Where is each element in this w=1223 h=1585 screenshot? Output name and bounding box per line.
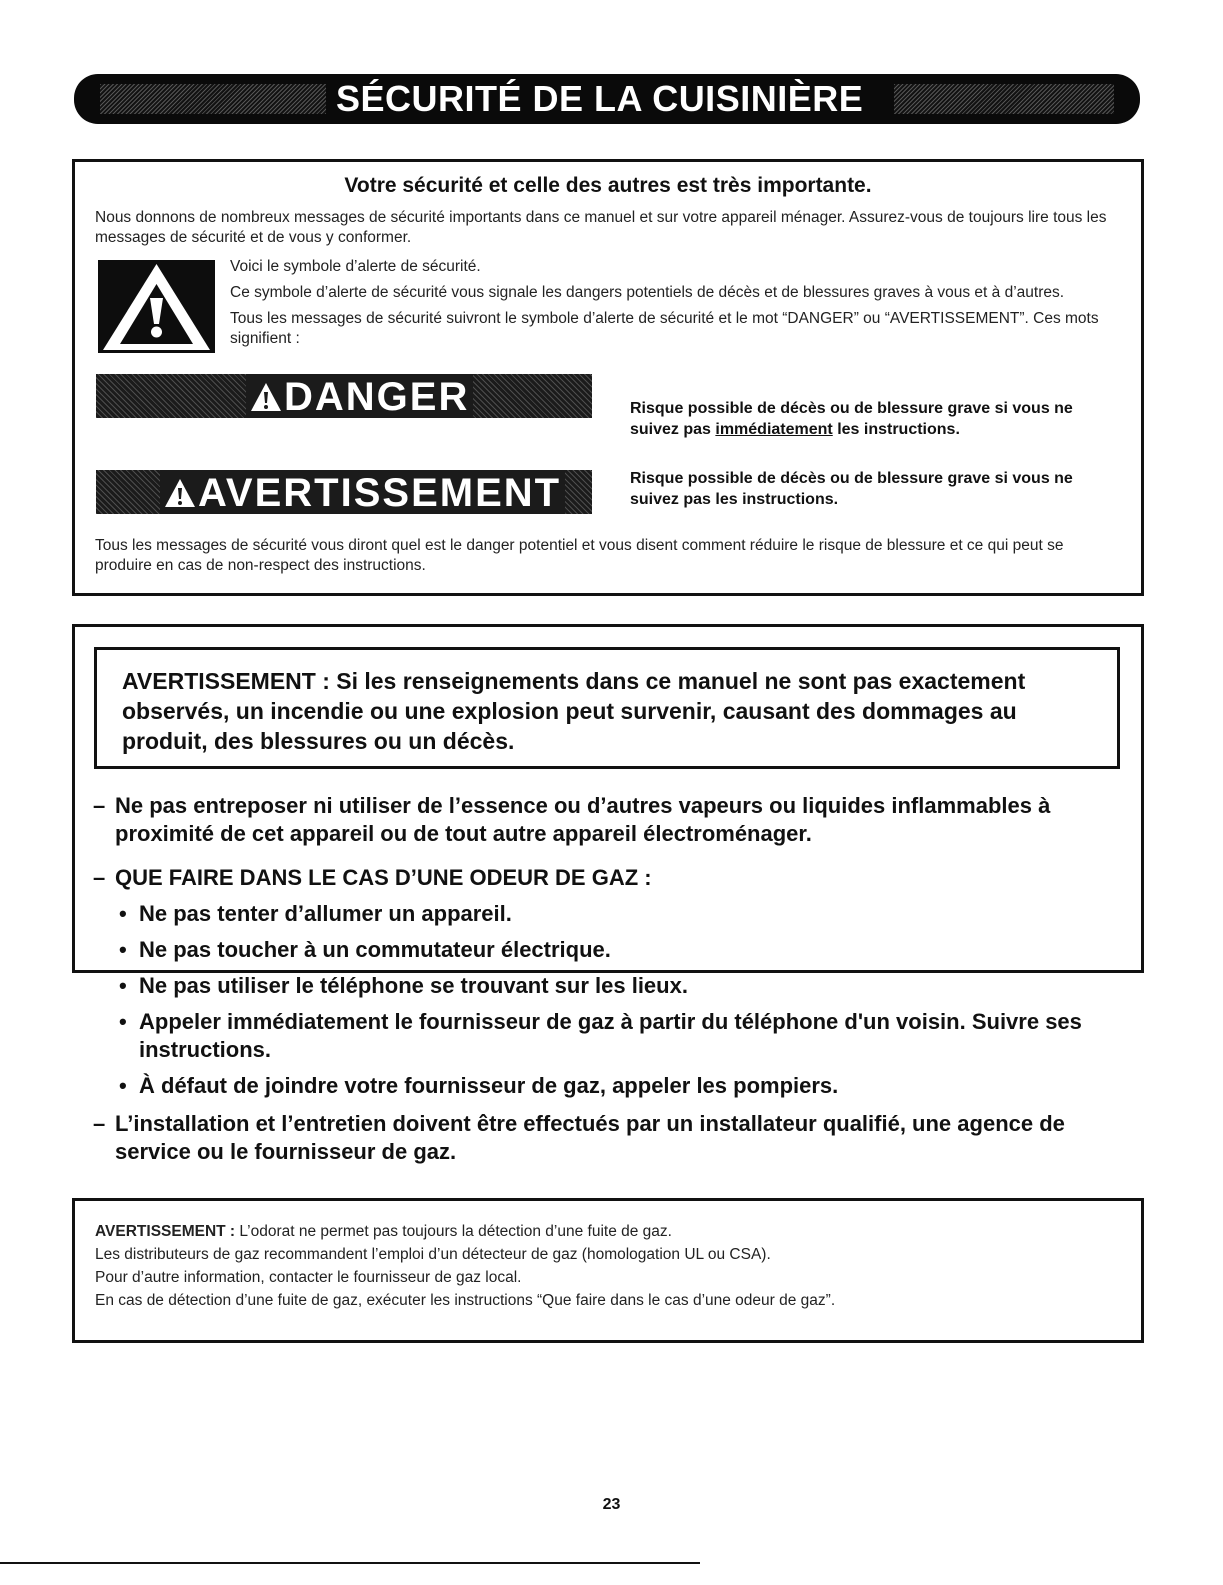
symbol-line: Ce symbole d’alerte de sécurité vous signale les dangers potentiels de décès et de blessures graves à vous et à d’autres. (230, 284, 1065, 301)
list-item (93, 792, 1127, 848)
danger-signal-bar (96, 374, 592, 418)
dash-marker: – (93, 793, 106, 818)
danger-signal-word (246, 374, 473, 418)
dash-marker: – (93, 865, 106, 890)
safety-alert-icon (98, 260, 215, 353)
danger-desc-emphasis: immédiatement (715, 421, 833, 438)
bullet-item-text: Ne pas tenter d’allumer un appareil. (139, 901, 512, 926)
alert-triangle-icon (250, 382, 282, 412)
bullet-item (119, 1072, 1127, 1100)
bullet-marker: • (119, 973, 127, 998)
danger-desc-text: Risque possible de décès ou de blessure grave si vous ne suivez pas (630, 400, 1073, 438)
main-warning-text: AVERTISSEMENT : Si les renseignements dans ce manuel ne sont pas exactement observés, un incendie ou une explosion peut survenir, causant des dommages au produit, des blessures ou un décès. (122, 668, 1026, 754)
bullet-marker: • (119, 901, 127, 926)
list-item (93, 1110, 1127, 1166)
gas-warning-box (72, 624, 1144, 1164)
inner-warning-box (94, 647, 1120, 769)
dash-marker: – (93, 1111, 106, 1136)
bullet-item-text: À défaut de joindre votre fournisseur de gaz, appeler les pompiers. (139, 1073, 839, 1098)
intro-heading: Votre sécurité et celle des autres est très importante. (344, 174, 872, 197)
warning-description: Risque possible de décès ou de blessure grave si vous ne suivez pas les instructions. (630, 470, 1073, 508)
detector-line: En cas de détection d’une fuite de gaz, exécuter les instructions “Que faire dans le cas d’une odeur de gaz”. (95, 1292, 836, 1309)
gas-detector-text (95, 1220, 1121, 1312)
page-title: SÉCURITÉ DE LA CUISINIÈRE (326, 78, 873, 120)
title-banner (74, 74, 1140, 124)
bullet-item (119, 1008, 1127, 1064)
warning-label: AVERTISSEMENT (198, 471, 562, 514)
bullet-item (119, 936, 1127, 964)
symbol-line: Tous les messages de sécurité suivront le symbole d’alerte de sécurité et le mot “DANGER” ou “AVERTISSEMENT”. Ces mots signifient : (230, 310, 1099, 347)
symbol-line: Voici le symbole d’alerte de sécurité. (230, 258, 481, 275)
danger-description (630, 398, 1123, 440)
bullet-marker: • (119, 1073, 127, 1098)
alert-triangle-icon (164, 478, 196, 508)
danger-label: DANGER (284, 375, 470, 418)
detector-line: Pour d’autre information, contacter le fournisseur de gaz local. (95, 1269, 522, 1286)
bullet-item-text: Appeler immédiatement le fournisseur de gaz à partir du téléphone d'un voisin. Suivre ses instructions. (139, 1009, 1082, 1062)
bullet-item (119, 900, 1127, 928)
list-item-text: Ne pas entreposer ni utiliser de l’essence ou d’autres vapeurs ou liquides inflammables à proximité de cet appareil ou de tout autre appareil électroménager. (115, 793, 1051, 846)
gas-detector-box (72, 1198, 1144, 1343)
list-item-text: L’installation et l’entretien doivent être effectués par un installateur qualifié, une agence de service ou le fournisseur de gaz. (115, 1111, 1065, 1164)
bullet-marker: • (119, 1009, 127, 1034)
bullet-item-text: Ne pas toucher à un commutateur électrique. (139, 937, 611, 962)
symbol-explanation (230, 257, 1101, 355)
detector-warning-label: AVERTISSEMENT : (95, 1223, 236, 1240)
page-number: 23 (602, 1496, 621, 1513)
detector-line (95, 1220, 1121, 1243)
footer-divider (0, 1562, 700, 1564)
warning-signal-word (160, 470, 565, 514)
intro-text: Nous donnons de nombreux messages de sécurité importants dans ce manuel et sur votre appareil ménager. Assurez-vous de toujours lire tous les messages de sécurité et de vous y conformer. (95, 209, 1107, 246)
list-item (93, 864, 1127, 892)
banner-stripes-right (894, 84, 1114, 114)
danger-desc-text-end: les instructions. (832, 421, 960, 438)
warning-signal-bar (96, 470, 592, 514)
detector-line: Les distributeurs de gaz recommandent l’emploi d’un détecteur de gaz (homologation UL ou CSA). (95, 1246, 771, 1263)
detector-line-text: L’odorat ne permet pas toujours la détection d’une fuite de gaz. (235, 1223, 672, 1240)
list-item-text: QUE FAIRE DANS LE CAS D’UNE ODEUR DE GAZ : (115, 865, 652, 890)
outro-text: Tous les messages de sécurité vous diront quel est le danger potentiel et vous disent comment réduire le risque de blessure et ce qui peut se produire en cas de non-respect des instructions. (95, 537, 1064, 574)
bullet-item (119, 972, 1127, 1000)
bullet-marker: • (119, 937, 127, 962)
safety-intro-box (72, 159, 1144, 596)
bullet-item-text: Ne pas utiliser le téléphone se trouvant sur les lieux. (139, 973, 688, 998)
